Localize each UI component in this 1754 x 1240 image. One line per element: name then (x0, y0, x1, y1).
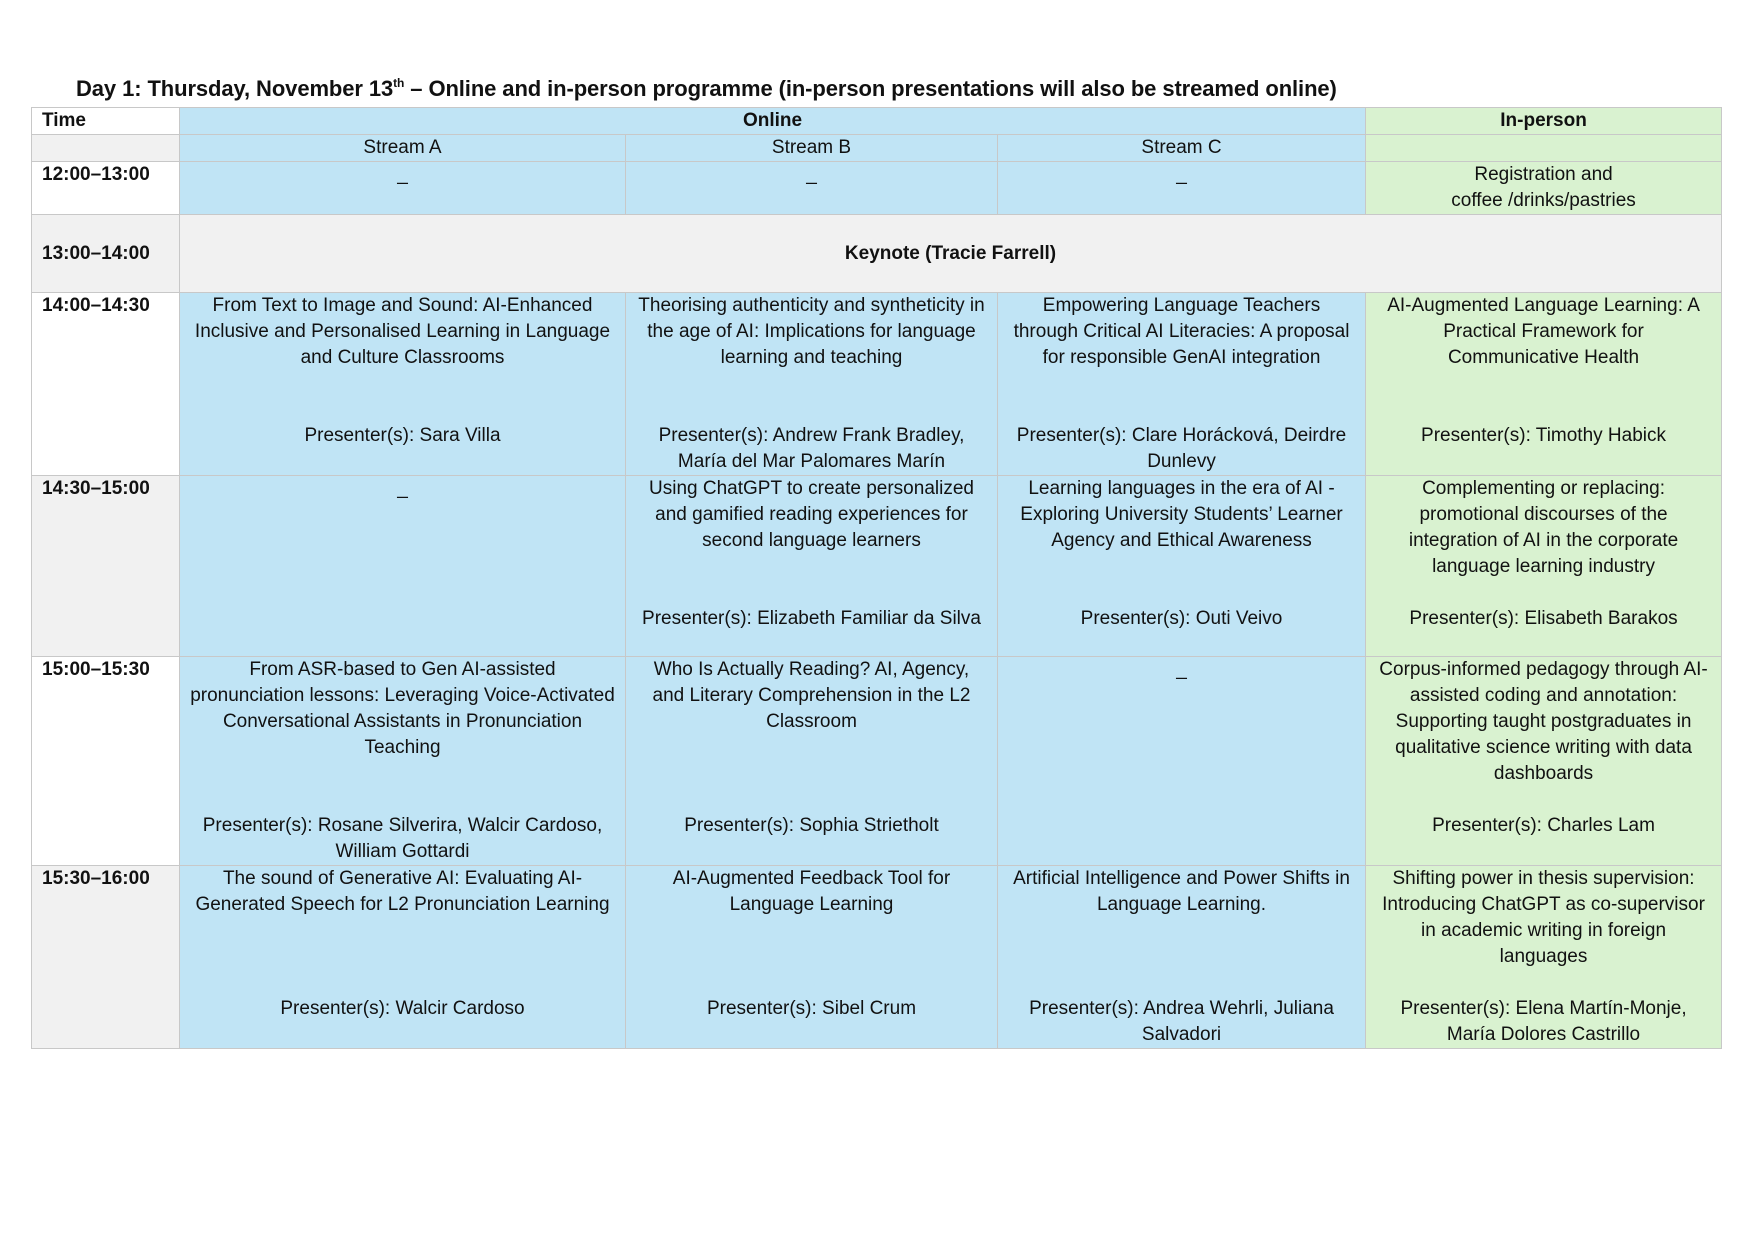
session-title: Corpus-informed pedagogy through AI-assisted coding and annotation: Supporting taught postgraduates in qualitative science writing with data dashboards (1379, 659, 1708, 784)
time-slot: 14:30–15:00 (32, 476, 180, 657)
session-title: From Text to Image and Sound: AI-Enhanced Inclusive and Personalised Learning in Language and Culture Classrooms (194, 295, 611, 368)
session-title: AI-Augmented Language Learning: A Practical Framework for Communicative Health (1387, 295, 1700, 368)
title-suffix: – Online and in-person programme (in-person presentations will also be streamed online) (404, 76, 1337, 101)
time-slot: 15:00–15:30 (32, 657, 180, 866)
session-cell (180, 293, 626, 476)
title-prefix: Day 1: Thursday, November 13 (76, 76, 394, 101)
stream-header-blank (32, 135, 180, 162)
page-title (76, 76, 1337, 102)
inperson-header: In-person (1366, 108, 1722, 135)
session-presenter: Presenter(s): Sophia Strietholt (684, 815, 939, 836)
session-title: Shifting power in thesis supervision: Introducing ChatGPT as co-supervisor in academic writing in foreign languages (1382, 868, 1705, 967)
session-presenter: Presenter(s): Charles Lam (1432, 815, 1655, 836)
session-cell (998, 866, 1366, 1049)
session-cell (998, 293, 1366, 476)
stream-a-header: Stream A (180, 135, 626, 162)
title-superscript: th (393, 76, 405, 90)
table-row (32, 866, 1722, 1049)
session-cell (1366, 657, 1722, 866)
session-title: Empowering Language Teachers through Critical AI Literacies: A proposal for responsible GenAI integration (1013, 295, 1350, 368)
inperson-subheader (1366, 135, 1722, 162)
session-presenter: Presenter(s): Clare Horácková, Deirdre Dunlevy (1016, 425, 1347, 472)
session-cell (626, 293, 998, 476)
session-cell (626, 162, 998, 215)
time-slot: 12:00–13:00 (32, 162, 180, 215)
session-cell (1366, 476, 1722, 657)
session-title: Complementing or replacing: promotional discourses of the integration of AI in the corporate language learning industry (1408, 478, 1679, 577)
session-presenter: Presenter(s): Rosane Silverira, Walcir Cardoso, William Gottardi (202, 815, 603, 862)
session-cell (998, 162, 1366, 215)
session-presenter: Presenter(s): Outi Veivo (1080, 608, 1283, 629)
session-presenter: Presenter(s): Sara Villa (304, 425, 501, 446)
keynote-cell: Keynote (Tracie Farrell) (180, 215, 1722, 293)
time-slot: 14:00–14:30 (32, 293, 180, 476)
stream-b-header: Stream B (626, 135, 998, 162)
table-row (32, 293, 1722, 476)
session-cell (626, 866, 998, 1049)
session-title: AI-Augmented Feedback Tool for Language Learning (672, 868, 951, 915)
session-cell (180, 866, 626, 1049)
session-title: From ASR-based to Gen AI-assisted pronunciation lessons: Leveraging Voice-Activated Conversational Assistants in Pronunciation Teaching (190, 659, 615, 758)
table-row (32, 476, 1722, 657)
stream-c-header: Stream C (998, 135, 1366, 162)
empty-slot-dash: _ (806, 164, 817, 185)
session-presenter: Presenter(s): Walcir Cardoso (280, 998, 525, 1019)
table-row (32, 162, 1722, 215)
empty-slot-dash: _ (397, 164, 408, 185)
empty-slot-dash: _ (1176, 659, 1187, 680)
session-presenter: Presenter(s): Timothy Habick (1421, 425, 1667, 446)
session-cell (626, 476, 998, 657)
keynote-row (32, 215, 1722, 293)
session-cell (626, 657, 998, 866)
session-title: Artificial Intelligence and Power Shifts in Language Learning. (1013, 868, 1350, 915)
session-cell (180, 476, 626, 657)
session-presenter: Presenter(s): Andrea Wehrli, Juliana Salvadori (1029, 998, 1334, 1045)
session-presenter: Presenter(s): Elena Martín-Monje, María Dolores Castrillo (1400, 998, 1687, 1045)
session-title: Registration and coffee /drinks/pastries (1366, 162, 1722, 215)
schedule-table (31, 107, 1722, 1049)
session-cell (180, 657, 626, 866)
empty-slot-dash: _ (397, 478, 408, 499)
session-cell (1366, 866, 1722, 1049)
session-cell (180, 162, 626, 215)
online-header: Online (180, 108, 1366, 135)
session-presenter: Presenter(s): Elizabeth Familiar da Silva (642, 608, 981, 629)
session-presenter: Presenter(s): Sibel Crum (706, 998, 917, 1019)
stream-header-row (32, 135, 1722, 162)
session-title: Theorising authenticity and syntheticity in the age of AI: Implications for language learning and teaching (638, 295, 985, 368)
session-title: Who Is Actually Reading? AI, Agency, and Literary Comprehension in the L2 Classroom (652, 659, 971, 732)
session-presenter: Presenter(s): Andrew Frank Bradley, María del Mar Palomares Marín (658, 425, 965, 472)
session-cell (998, 476, 1366, 657)
time-slot: 13:00–14:00 (32, 215, 180, 293)
session-title: Learning languages in the era of AI - Exploring University Students’ Learner Agency and Ethical Awareness (1020, 478, 1343, 551)
session-title: The sound of Generative AI: Evaluating AI-Generated Speech for L2 Pronunciation Learning (195, 868, 610, 915)
table-row (32, 657, 1722, 866)
header-row (32, 108, 1722, 135)
empty-slot-dash: _ (1176, 164, 1187, 185)
session-presenter: Presenter(s): Elisabeth Barakos (1409, 608, 1678, 629)
session-cell (1366, 293, 1722, 476)
session-cell (998, 657, 1366, 866)
time-slot: 15:30–16:00 (32, 866, 180, 1049)
time-header: Time (32, 108, 180, 135)
session-title: Using ChatGPT to create personalized and gamified reading experiences for second language learners (649, 478, 974, 551)
